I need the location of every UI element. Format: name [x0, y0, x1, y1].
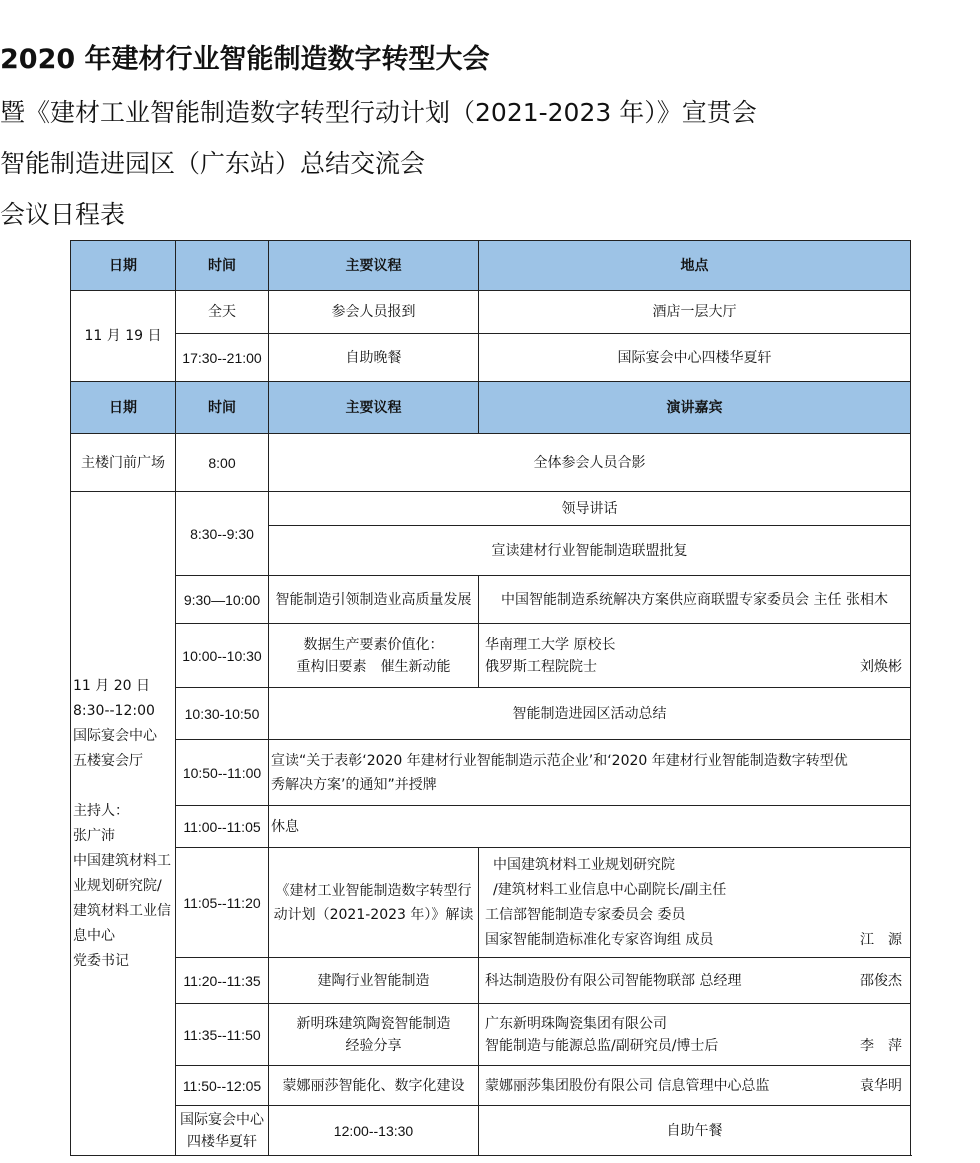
- doc-subtitle-schedule: 会议日程表: [0, 200, 126, 229]
- agenda-line: 《建材工业智能制造数字转型行: [275, 882, 472, 899]
- doc-subtitle: 暨《建材工业智能制造数字转型行动计划（2021-2023 年）》宣贯会: [0, 98, 757, 127]
- header-time: 时间: [176, 241, 269, 291]
- agenda-cell: 智能制造引领制造业高质量发展: [269, 576, 479, 624]
- day2-date-spacer: [73, 774, 173, 799]
- speaker-line: 广东新明珠陶瓷集团有限公司: [485, 1015, 667, 1032]
- table-row: [71, 740, 911, 806]
- agenda-line: 宣读“关于表彰‘2020 年建材行业智能制造示范企业’和‘2020 年建材行业智能制造数字转型优: [271, 752, 848, 769]
- speaker-title: 科达制造股份有限公司智能物联部 总经理: [485, 972, 742, 989]
- agenda-cell: 自助午餐: [479, 1106, 911, 1156]
- speaker-line: /建筑材料工业信息中心副院长/副主任: [493, 881, 727, 898]
- table-row: [71, 624, 911, 688]
- table-row: [71, 958, 911, 1004]
- table-row: [71, 576, 911, 624]
- day2-date-line: 11 月 20 日: [73, 677, 150, 694]
- photo-place: 主楼门前广场: [71, 434, 176, 492]
- day2-date-cell: [71, 492, 176, 1156]
- day2-date-line: 五楼宴会厅: [73, 752, 143, 769]
- agenda-line: 秀解决方案’的通知”并授牌: [271, 776, 437, 793]
- agenda-cell: 参会人员报到: [269, 291, 479, 334]
- agenda-cell: 宣读建材行业智能制造联盟批复: [269, 526, 911, 576]
- speaker-cell: [479, 624, 911, 688]
- header-time: 时间: [176, 382, 269, 434]
- day2-date-line: 8:30--12:00: [73, 702, 155, 719]
- agenda-cell: [269, 624, 479, 688]
- time-cell: 17:30--21:00: [176, 334, 269, 382]
- time-cell: 9:30—10:00: [176, 576, 269, 624]
- agenda-cell: 蒙娜丽莎智能化、数字化建设: [269, 1066, 479, 1106]
- table-row: [71, 291, 911, 334]
- table-row: [71, 492, 911, 526]
- agenda-cell: 领导讲话: [269, 492, 911, 526]
- speaker-title: 智能制造与能源总监/副研究员/博士后: [485, 1037, 719, 1054]
- speaker-line: [485, 928, 902, 953]
- day2-date-line: 国际宴会中心: [73, 727, 157, 744]
- agenda-line: 数据生产要素价值化：: [303, 636, 444, 653]
- agenda-line: 重构旧要素 催生新动能: [296, 658, 451, 675]
- speaker-cell: [479, 1004, 911, 1066]
- time-cell: 11:00--11:05: [176, 806, 269, 848]
- time-cell: 8:00: [176, 434, 269, 492]
- time-cell: 8:30--9:30: [176, 492, 269, 576]
- day1-date: 11 月 19 日: [71, 291, 176, 382]
- speaker-cell: [479, 848, 911, 958]
- agenda-line: 经验分享: [345, 1037, 402, 1054]
- header-speaker: 演讲嘉宾: [479, 382, 911, 434]
- time-cell: 11:05--11:20: [176, 848, 269, 958]
- table-row: [71, 334, 911, 382]
- time-cell: 11:35--11:50: [176, 1004, 269, 1066]
- table-row: [71, 848, 911, 958]
- speaker-line: 中国建筑材料工业规划研究院: [493, 856, 675, 873]
- schedule-table: [70, 240, 911, 1156]
- header-date: 日期: [71, 382, 176, 434]
- header-agenda: 主要议程: [269, 382, 479, 434]
- table-row: [71, 434, 911, 492]
- day2-date-line: 张广沛: [73, 827, 115, 844]
- day2-date-line: 中国建筑材料工: [73, 852, 171, 869]
- time-cell: 10:50--11:00: [176, 740, 269, 806]
- header-date: 日期: [71, 241, 176, 291]
- day2-date-line: 息中心: [73, 927, 115, 944]
- speaker-cell: [479, 1066, 911, 1106]
- agenda-line: 新明珠建筑陶瓷智能制造: [296, 1015, 451, 1032]
- speaker-title: 蒙娜丽莎集团股份有限公司 信息管理中心总监: [485, 1077, 770, 1094]
- time-cell: 11:20--11:35: [176, 958, 269, 1004]
- agenda-cell: 智能制造进园区活动总结: [269, 688, 911, 740]
- table-row: [71, 1066, 911, 1106]
- table-row: [71, 1004, 911, 1066]
- speaker-line: [485, 1075, 902, 1097]
- time-cell: 10:00--10:30: [176, 624, 269, 688]
- lunch-place: [176, 1106, 269, 1156]
- table-row: [71, 806, 911, 848]
- speaker-name: 袁华明: [860, 1077, 902, 1094]
- time-cell: 全天: [176, 291, 269, 334]
- lunch-place-line: 四楼华夏轩: [187, 1133, 257, 1150]
- lunch-place-line: 国际宴会中心: [180, 1111, 264, 1128]
- speaker-line: [485, 656, 902, 678]
- speaker-title: 国家智能制造标准化专家咨询组 成员: [485, 931, 714, 948]
- header-place: 地点: [479, 241, 911, 291]
- time-cell: 12:00--13:30: [269, 1106, 479, 1156]
- speaker-cell: [479, 958, 911, 1004]
- day2-date-line: 业规划研究院/: [73, 877, 162, 894]
- header-row: [71, 241, 911, 291]
- speaker-line: 工信部智能制造专家委员会 委员: [485, 906, 686, 923]
- doc-title: 2020 年建材行业智能制造数字转型大会: [0, 44, 490, 75]
- speaker-name: 江 源: [860, 931, 902, 948]
- speaker-line: [485, 1035, 902, 1057]
- agenda-cell: 自助晚餐: [269, 334, 479, 382]
- place-cell: 酒店一层大厅: [479, 291, 911, 334]
- doc-subtitle-2: 智能制造进园区（广东站）总结交流会: [0, 149, 426, 178]
- table-row: [71, 1106, 911, 1156]
- agenda-cell: [269, 1004, 479, 1066]
- speaker-title: 俄罗斯工程院院士: [485, 658, 597, 675]
- agenda-cell: 建陶行业智能制造: [269, 958, 479, 1004]
- agenda-cell: 休息: [269, 806, 911, 848]
- speaker-name: 邵俊杰: [860, 972, 902, 989]
- agenda-line: 动计划（2021-2023 年）》解读: [273, 906, 474, 923]
- time-cell: 11:50--12:05: [176, 1066, 269, 1106]
- header-agenda: 主要议程: [269, 241, 479, 291]
- day2-date-line: 党委书记: [73, 952, 129, 969]
- speaker-name: 刘焕彬: [860, 658, 902, 675]
- time-cell: 10:30-10:50: [176, 688, 269, 740]
- day2-date-line: 建筑材料工业信: [73, 902, 171, 919]
- speaker-line: 华南理工大学 原校长: [485, 636, 616, 653]
- agenda-cell: [269, 740, 911, 806]
- speaker-name: 李 萍: [860, 1037, 902, 1054]
- day2-date-line: 主持人：: [73, 802, 129, 819]
- table-row: [71, 688, 911, 740]
- place-cell: 国际宴会中心四楼华夏轩: [479, 334, 911, 382]
- speaker-line: [485, 970, 902, 992]
- speaker-cell: 中国智能制造系统解决方案供应商联盟专家委员会 主任 张相木: [479, 576, 911, 624]
- photo-text: 全体参会人员合影: [269, 434, 911, 492]
- header-row: [71, 382, 911, 434]
- agenda-cell: [269, 848, 479, 958]
